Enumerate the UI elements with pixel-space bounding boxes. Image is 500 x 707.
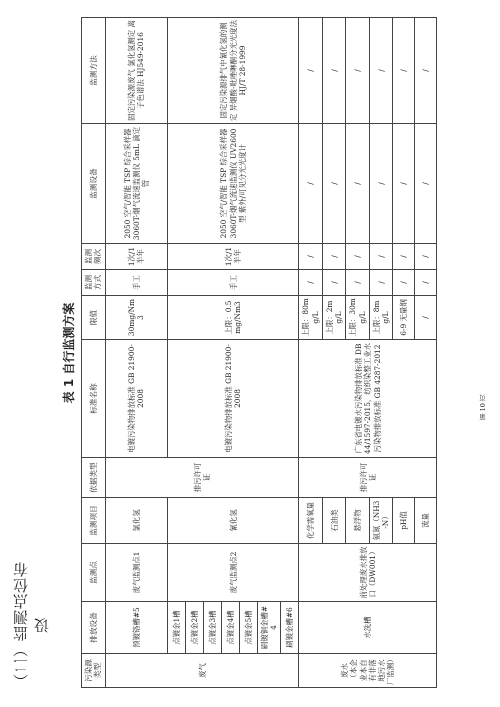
method-cell: 固定污染源废气 氯化氢测定 离子色谱法 HJ549-2016 xyxy=(105,18,167,124)
item-cell: 流量 xyxy=(415,498,437,544)
method-cell: / xyxy=(322,18,346,124)
mode-cell: / xyxy=(299,270,323,296)
mode-cell: / xyxy=(415,270,437,296)
equipment-cell: 点镀金5槽 xyxy=(239,602,257,654)
col-header: 监测方法 xyxy=(82,18,106,124)
equipment-cell: 点镀金4槽 xyxy=(221,602,239,654)
mode-cell: / xyxy=(369,270,393,296)
freq-cell: 1次/1半年 xyxy=(167,244,299,270)
device-cell: / xyxy=(369,124,393,244)
rotated-table-container xyxy=(60,18,490,688)
col-header: 标准名称 xyxy=(82,340,106,458)
col-header: 监测频次 xyxy=(82,244,106,270)
basis-cell: 排污许可证 xyxy=(105,458,299,498)
freq-cell: / xyxy=(346,244,370,270)
method-cell: / xyxy=(415,18,437,124)
basis-cell: 排污许可证 xyxy=(299,458,437,498)
limit-cell: 6-9 无量纲 xyxy=(393,296,415,340)
equipment-cell: 水洗槽 xyxy=(299,602,437,654)
method-cell: / xyxy=(393,18,415,124)
section-title: （二）监测点位布设 xyxy=(12,561,51,689)
source-type-water: 废水（本企业本自有非落地污水厂监测） xyxy=(299,654,437,688)
device-cell: / xyxy=(322,124,346,244)
equipment-cell: 刷镀铜金槽#4 xyxy=(257,602,281,654)
table-header-row xyxy=(82,18,106,688)
mode-cell: 手工 xyxy=(167,270,299,296)
equipment-cell: 点镀金3槽 xyxy=(203,602,221,654)
table-row xyxy=(167,18,185,688)
col-header: 监测点 xyxy=(82,544,106,602)
item-cell: 化学需氧量 xyxy=(299,498,323,544)
freq-cell: / xyxy=(415,244,437,270)
mode-cell: / xyxy=(346,270,370,296)
method-cell: 固定污染源排气中氰化氢的测定 异烟酸-吡唑啉酮分光光度法 HJ/T 28-1999 xyxy=(167,18,299,124)
standard-cell: 电镀污染物排放标准 GB 21900-2008 xyxy=(105,340,167,458)
freq-cell: / xyxy=(393,244,415,270)
table-row xyxy=(105,18,167,688)
item-cell: pH值 xyxy=(393,498,415,544)
col-header: 监测设备 xyxy=(82,124,106,244)
item-cell: 氯化氢 xyxy=(105,498,167,544)
point-cell: 废气监测点2 xyxy=(167,544,299,602)
equipment-cell: 点镀金2槽 xyxy=(185,602,203,654)
freq-cell: / xyxy=(369,244,393,270)
point-cell: 废气监测点1 xyxy=(105,544,167,602)
method-cell: / xyxy=(346,18,370,124)
limit-cell: 上限：8mg/L xyxy=(369,296,393,340)
limit-cell: 上限：30mg/L xyxy=(346,296,370,340)
col-header: 监测项目 xyxy=(82,498,106,544)
device-cell: 2050 空气/智能 TSP 综合采样器 3060T-烟气流速监测仪 UV2600 型 紫外/可见分光光度计 xyxy=(167,124,299,244)
equipment-cell: 刷镀金槽#6 xyxy=(281,602,299,654)
equipment-cell: 预镀铬槽#5 xyxy=(105,602,167,654)
source-type-gas: 废气 xyxy=(105,654,299,688)
col-header: 监测方式 xyxy=(82,270,106,296)
limit-cell: 上限：2mg/L xyxy=(322,296,346,340)
limit-cell: 30mg/Nm3 xyxy=(105,296,167,340)
method-cell: / xyxy=(299,18,323,124)
device-cell: 2050 空气/智能 TSP 综合采样器 3060T-烟气流速监测仪 5mL 滴定管 xyxy=(105,124,167,244)
mode-cell: / xyxy=(322,270,346,296)
standard-cell: 电镀污染物排放标准 GB 21900-2008 xyxy=(167,340,299,458)
freq-cell: / xyxy=(299,244,323,270)
col-header: 排放设备 xyxy=(82,602,106,654)
limit-cell: / xyxy=(415,296,437,340)
standard-cell: 广东省电镀水污染物排放标准 DB 44/1597-2015，纺织染整工业水污染物排放标准 GB 4287-2012 xyxy=(299,340,437,458)
table-row xyxy=(299,18,323,688)
page-number: 第 10 页 xyxy=(479,394,487,420)
limit-cell: 上限：0.5mg/Nm3 xyxy=(167,296,299,340)
device-cell: / xyxy=(415,124,437,244)
device-cell: / xyxy=(346,124,370,244)
mode-cell: 手工 xyxy=(105,270,167,296)
monitoring-plan-table xyxy=(81,17,437,688)
col-header: 依据类型 xyxy=(82,458,106,498)
equipment-cell: 点镀金1槽 xyxy=(167,602,185,654)
item-cell: 氨氮（NH3-N） xyxy=(369,498,393,544)
mode-cell: / xyxy=(393,270,415,296)
col-header: 限值 xyxy=(82,296,106,340)
device-cell: / xyxy=(299,124,323,244)
table-title: 表 1 自行监测方案 xyxy=(62,302,76,404)
freq-cell: / xyxy=(322,244,346,270)
item-cell: 石油类 xyxy=(322,498,346,544)
freq-cell: 1次/1半年 xyxy=(105,244,167,270)
col-header: 污染源类型 xyxy=(82,654,106,688)
item-cell: 悬浮物 xyxy=(346,498,370,544)
device-cell: / xyxy=(393,124,415,244)
item-cell: 氰化氢 xyxy=(167,498,299,544)
point-cell: 前处理废水排放口（DW001） xyxy=(299,544,437,602)
method-cell: / xyxy=(369,18,393,124)
limit-cell: 上限：80mg/L xyxy=(299,296,323,340)
